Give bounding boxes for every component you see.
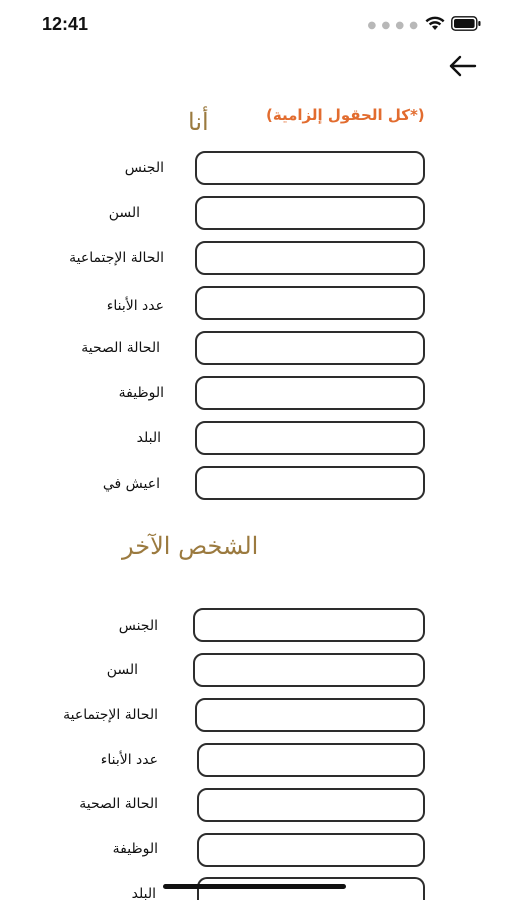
label-country: البلد	[136, 430, 161, 446]
home-indicator[interactable]	[163, 884, 346, 889]
section-title-other: الشخص الآخر	[122, 532, 259, 560]
required-fields-note: (*كل الحقول إلزامية)	[266, 106, 425, 124]
label-job: الوظيفة	[112, 841, 158, 857]
label-marital-status: الحالة الإجتماعية	[69, 250, 164, 266]
country-field[interactable]	[195, 421, 425, 455]
status-icons	[368, 15, 481, 35]
other-job-field[interactable]	[197, 833, 425, 867]
label-age: السن	[106, 662, 138, 678]
job-field[interactable]	[195, 376, 425, 410]
children-count-field[interactable]	[195, 286, 425, 320]
arrow-left-icon	[448, 65, 478, 84]
other-marital-status-field[interactable]	[195, 698, 425, 732]
label-gender: الجنس	[124, 160, 164, 176]
gender-field[interactable]	[195, 151, 425, 185]
other-age-field[interactable]	[193, 653, 425, 687]
label-gender: الجنس	[118, 618, 158, 634]
label-health-status: الحالة الصحية	[79, 796, 158, 812]
label-children-count: عدد الأبناء	[100, 752, 158, 768]
status-time: 12:41	[42, 14, 89, 34]
other-health-status-field[interactable]	[197, 788, 425, 822]
battery-icon	[451, 16, 481, 35]
label-children-count: عدد الأبناء	[106, 298, 164, 314]
label-health-status: الحالة الصحية	[81, 340, 160, 356]
other-children-count-field[interactable]	[197, 743, 425, 777]
live-in-field[interactable]	[195, 466, 425, 500]
health-status-field[interactable]	[195, 331, 425, 365]
label-country: البلد	[131, 886, 156, 902]
other-gender-field[interactable]	[193, 608, 425, 642]
section-title-me: أنا	[188, 108, 209, 136]
back-button[interactable]	[448, 52, 478, 80]
label-marital-status: الحالة الإجتماعية	[63, 707, 158, 723]
wifi-icon	[425, 16, 445, 35]
signal-dots-icon: ● ● ● ●	[367, 19, 419, 31]
label-live-in: اعيش في	[102, 476, 160, 492]
label-age: السن	[108, 205, 140, 221]
age-field[interactable]	[195, 196, 425, 230]
label-job: الوظيفة	[118, 385, 164, 401]
marital-status-field[interactable]	[195, 241, 425, 275]
